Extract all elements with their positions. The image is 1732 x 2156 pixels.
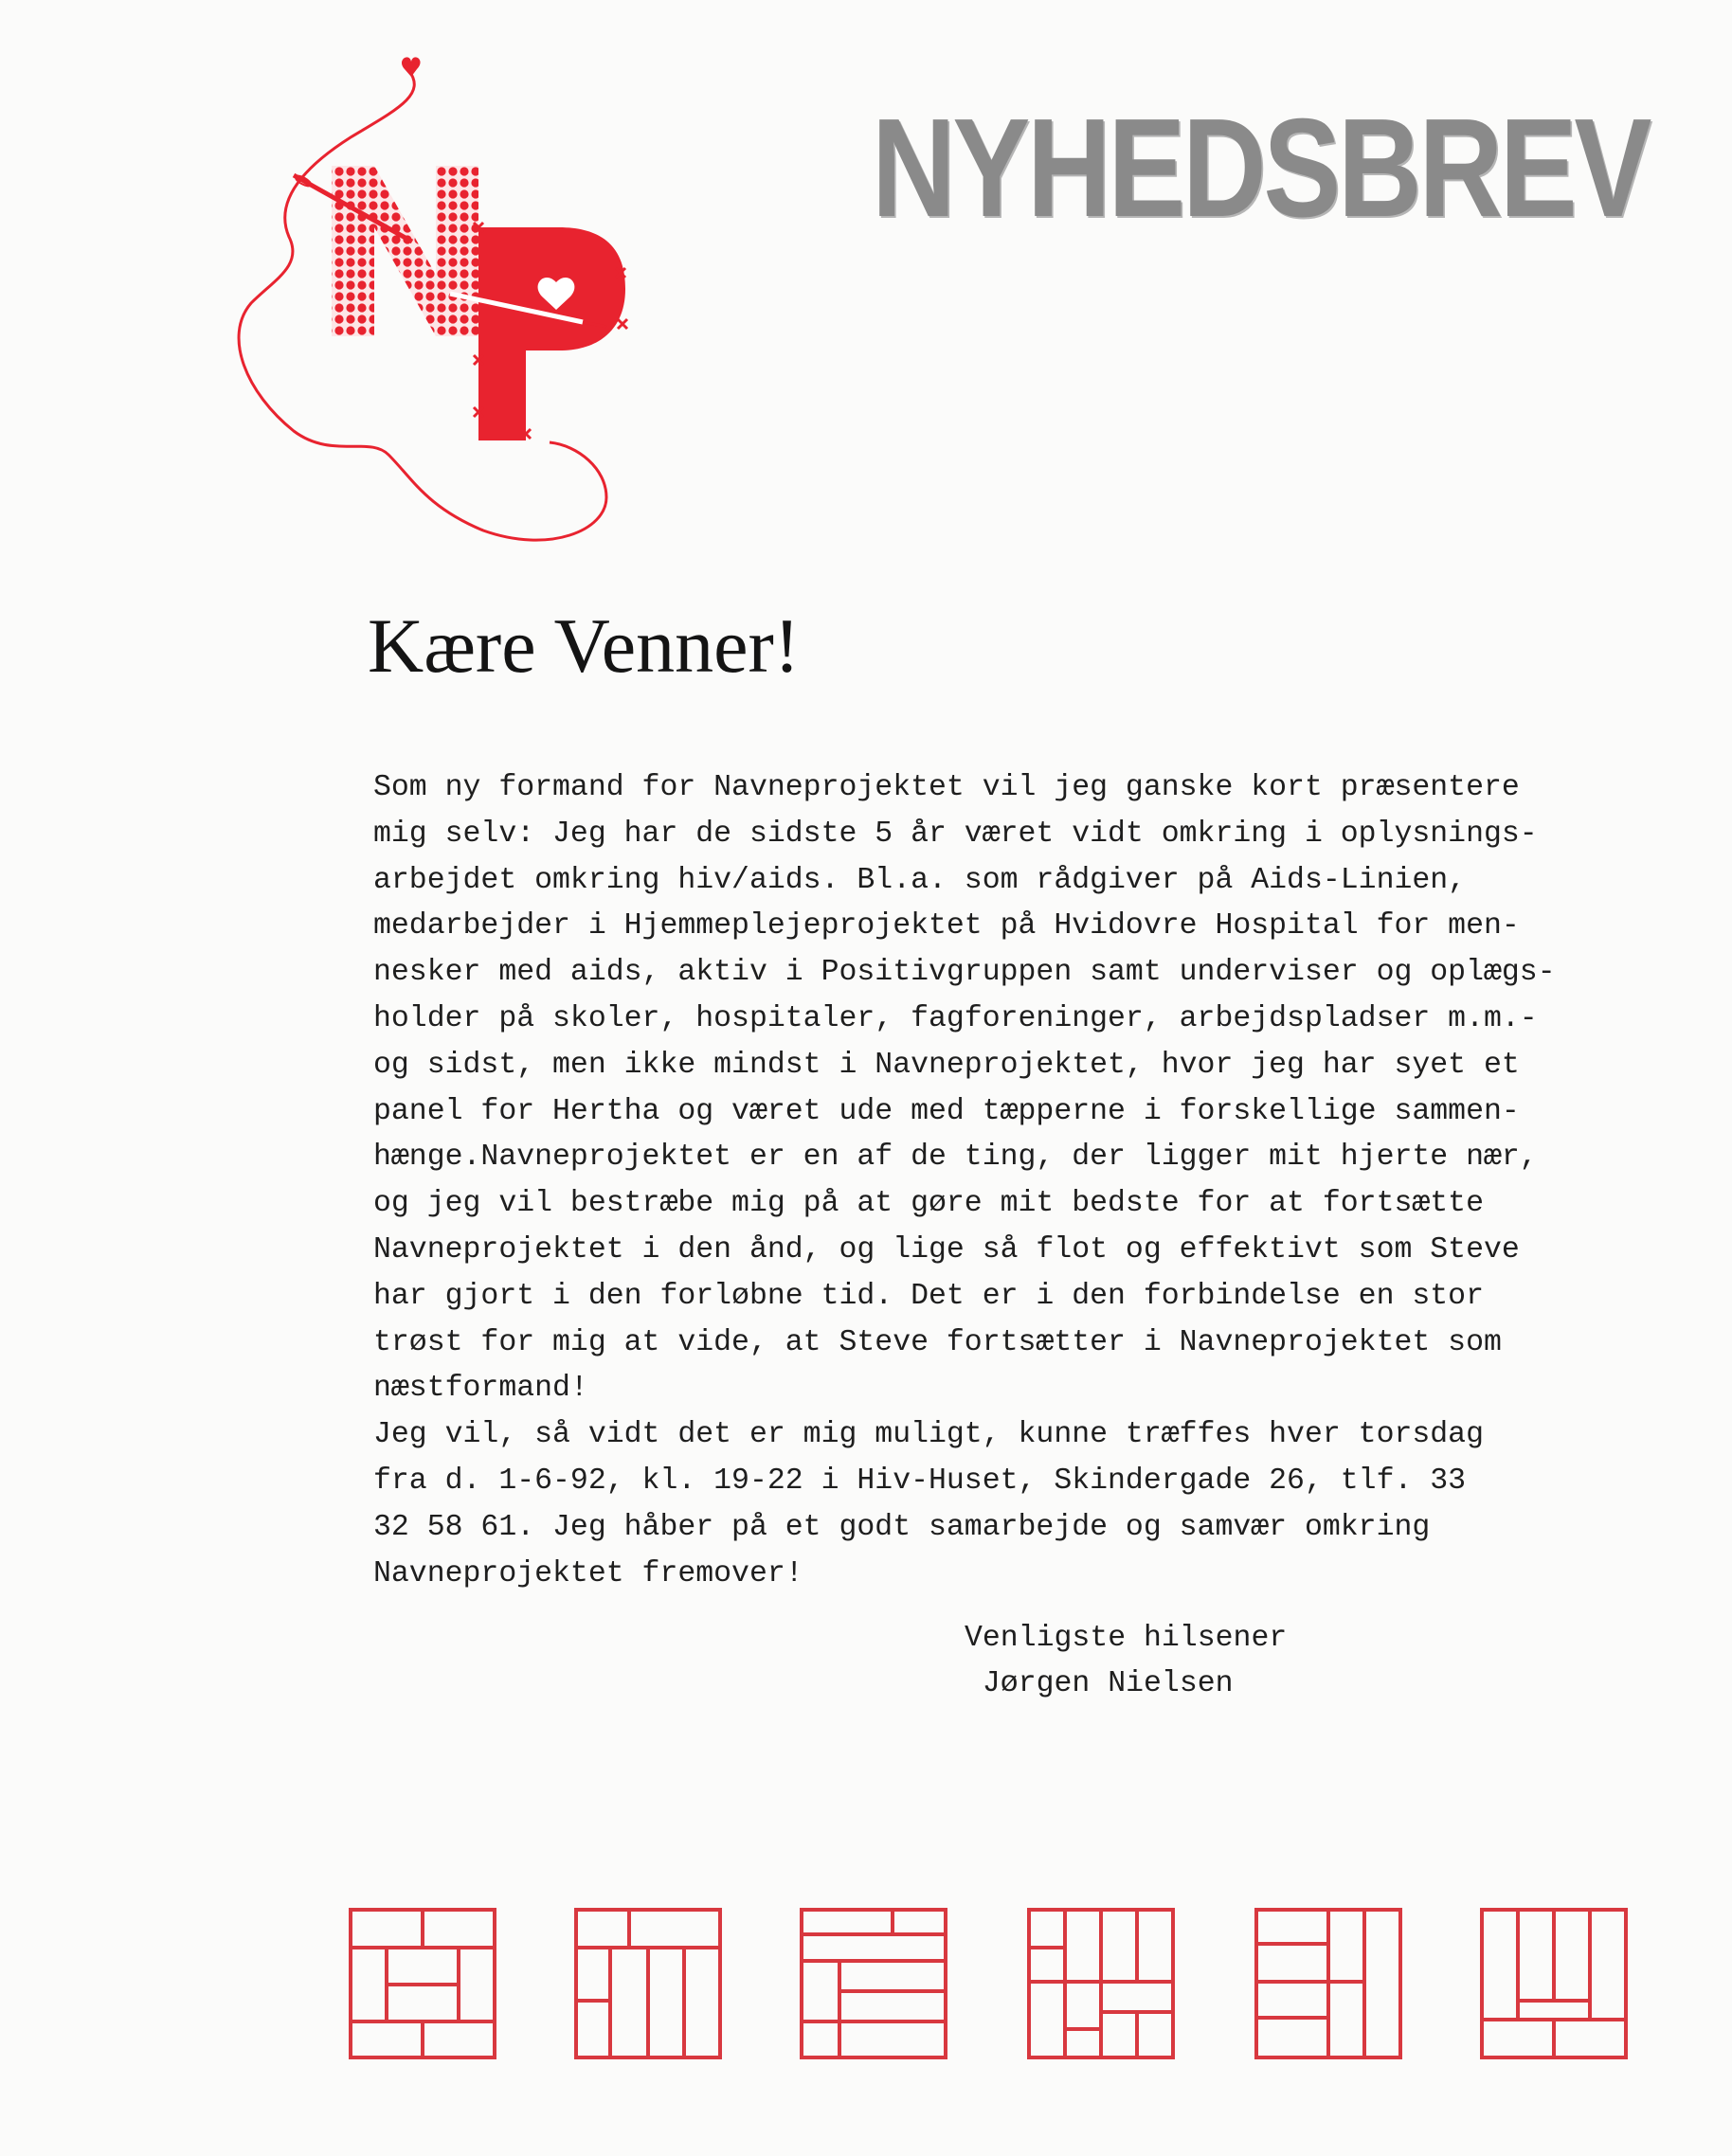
heart-top-icon — [402, 57, 421, 77]
quilt-border — [341, 1906, 1630, 2067]
body-line: mig selv: Jeg har de sidste 5 år været vidt omkring i oplysnings- — [373, 817, 1538, 851]
signature-name: Jørgen Nielsen — [965, 1667, 1234, 1700]
letter-signoff — [965, 1616, 1287, 1707]
masthead-title: NYHEDSBREV — [872, 90, 1650, 246]
quilt-block-icon — [572, 1906, 724, 2062]
quilt-block-icon — [1025, 1906, 1177, 2062]
body-line: fra d. 1-6-92, kl. 19-22 i Hiv-Huset, Skindergade 26, tlf. 33 — [373, 1464, 1467, 1498]
quilt-block-icon — [1253, 1906, 1404, 2062]
body-line: har gjort i den forløbne tid. Det er i den forbindelse en stor — [373, 1279, 1484, 1313]
body-line: medarbejder i Hjemmeplejeprojektet på Hvidovre Hospital for men- — [373, 909, 1520, 943]
body-line: hænge.Navneprojektet er en af de ting, der ligger mit hjerte nær, — [373, 1141, 1538, 1175]
body-line: nesker med aids, aktiv i Positivgruppen samt underviser og oplægs- — [373, 956, 1556, 990]
body-line: Som ny formand for Navneprojektet vil jeg ganske kort præsentere — [373, 771, 1520, 804]
quilt-block-icon — [1478, 1906, 1630, 2062]
quilt-block-icon — [798, 1906, 949, 2062]
np-logo — [208, 52, 663, 554]
body-line: 32 58 61. Jeg håber på et godt samarbejde og samvær omkring — [373, 1510, 1431, 1544]
body-line: Navneprojektet fremover! — [373, 1556, 803, 1590]
body-line: og sidst, men ikke mindst i Navneprojektet, hvor jeg har syet et — [373, 1048, 1520, 1082]
body-line: Navneprojektet i den ånd, og lige så flot og effektivt som Steve — [373, 1232, 1520, 1267]
body-line: næstformand! — [373, 1372, 588, 1406]
letter-greeting: Kære Venner! — [368, 602, 801, 689]
body-line: arbejdet omkring hiv/aids. Bl.a. som rådgiver på Aids-Linien, — [373, 863, 1467, 897]
body-line: panel for Hertha og været ude med tæpperne i forskellige sammen- — [373, 1094, 1520, 1128]
letter-body — [373, 765, 1681, 1597]
body-line: holder på skoler, hospitaler, fagforeninger, arbejdspladser m.m.- — [373, 1001, 1538, 1035]
letter-n-shape — [332, 166, 478, 336]
letter-p-shape — [478, 227, 625, 440]
quilt-block-icon — [347, 1906, 498, 2062]
body-line: trøst for mig at vide, at Steve fortsætter i Navneprojektet som — [373, 1325, 1502, 1359]
closing-text: Venligste hilsener — [965, 1622, 1288, 1655]
body-line: og jeg vil bestræbe mig på at gøre mit bedste for at fortsætte — [373, 1187, 1484, 1221]
body-line: Jeg vil, så vidt det er mig muligt, kunne træffes hver torsdag — [373, 1418, 1484, 1452]
